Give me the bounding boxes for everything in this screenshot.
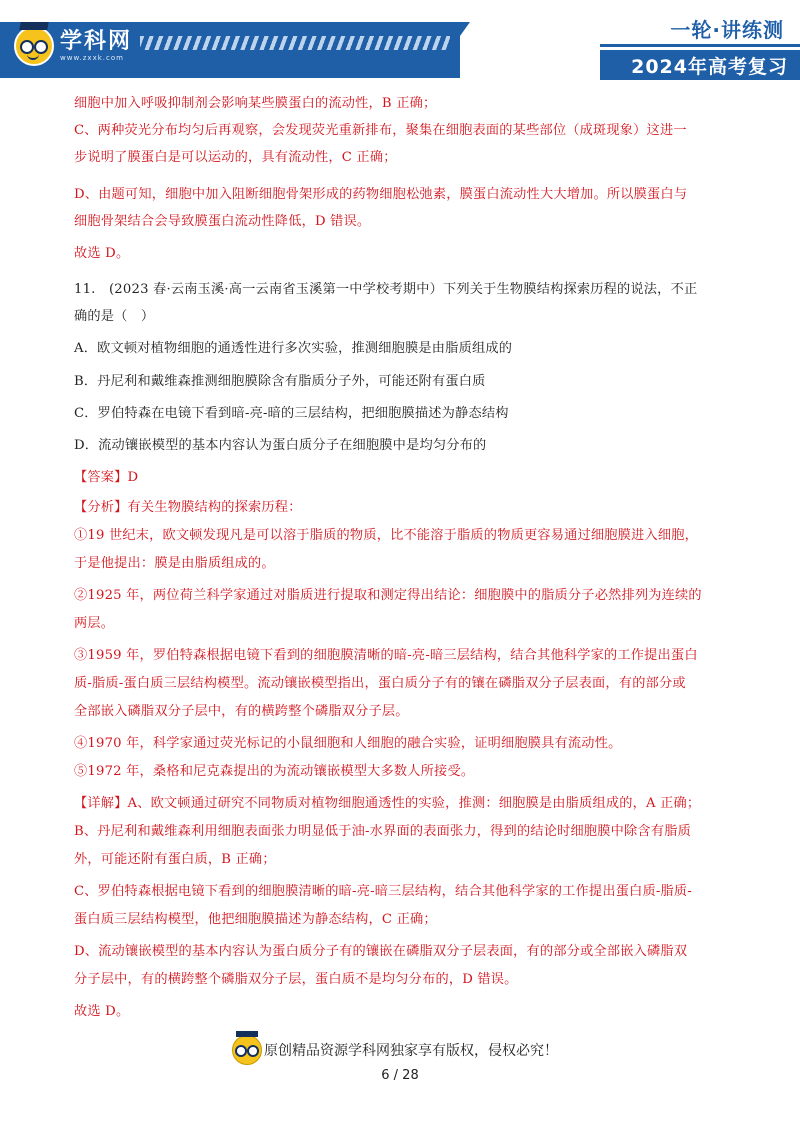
text-line: 分子层中，有的横跨整个磷脂双分子层，蛋白质不是均匀分布的，D 错误。	[74, 972, 518, 987]
text-line: B．丹尼利和戴维森推测细胞膜除含有脂质分子外，可能还附有蛋白质	[74, 374, 486, 389]
header-decorative-stripes	[140, 36, 450, 50]
text-line: 【分析】有关生物膜结构的探索历程：	[74, 500, 302, 515]
text-line: 【答案】D	[74, 470, 139, 485]
text-line: ③1959 年，罗伯特森根据电镜下看到的细胞膜清晰的暗-亮-暗三层结构，结合其他科学家的工作提出蛋白	[74, 648, 698, 663]
text-line: 于是他提出：膜是由脂质组成的。	[74, 556, 275, 571]
copyright-notice: 原创精品资源学科网独家享有版权，侵权必究！	[264, 1043, 558, 1059]
logo-url: www.zxxk.com	[60, 54, 124, 62]
text-line: C．罗伯特森在电镜下看到暗-亮-暗的三层结构，把细胞膜描述为静态结构	[74, 406, 509, 421]
text-line: 全部嵌入磷脂双分子层中，有的横跨整个磷脂双分子层。	[74, 704, 409, 719]
text-line: B、丹尼利和戴维森利用细胞表面张力明显低于油-水界面的表面张力，得到的结论时细胞膜中除含有脂质	[74, 824, 691, 839]
text-line: ⑤1972 年，桑格和尼克森提出的为流动镶嵌模型大多数人所接受。	[74, 764, 475, 779]
text-line: 11. (2023 春·云南玉溪·高一云南省玉溪第一中学校考期中）下列关于生物膜结构探索历程的说法，不正	[74, 282, 698, 297]
text-line: C、两种荧光分布均匀后再观察，会发现荧光重新排布，聚集在细胞表面的某些部位（成斑现象）这进一	[74, 123, 687, 138]
year-label: 2024年高考复习	[631, 56, 788, 78]
mascot-icon	[14, 26, 54, 66]
header-divider	[600, 44, 800, 47]
text-line: ④1970 年，科学家通过荧光标记的小鼠细胞和人细胞的融合实验，证明细胞膜具有流动性。	[74, 736, 622, 751]
header-band-slant	[430, 22, 470, 78]
text-line: 两层。	[74, 616, 115, 631]
text-line: ②1925 年，两位荷兰科学家通过对脂质进行提取和测定得出结论：细胞膜中的脂质分子必然排列为连续的	[74, 588, 702, 603]
text-line: ①19 世纪末，欧文顿发现凡是可以溶于脂质的物质，比不能溶于脂质的物质更容易通过细胞膜进入细胞，	[74, 528, 699, 543]
text-line: D．流动镶嵌模型的基本内容认为蛋白质分子在细胞膜中是均匀分布的	[74, 438, 487, 453]
series-title: 一轮·讲练测	[670, 18, 784, 42]
text-line: A．欧文顿对植物细胞的通透性进行多次实验，推测细胞膜是由脂质组成的	[74, 341, 513, 356]
footer-mascot-icon	[232, 1035, 262, 1065]
page-number: 6 / 28	[381, 1068, 419, 1083]
text-line: D、流动镶嵌模型的基本内容认为蛋白质分子有的镶嵌在磷脂双分子层表面，有的部分或全部嵌入磷脂双	[74, 944, 688, 959]
text-line: 质-脂质-蛋白质三层结构模型。流动镶嵌模型指出，蛋白质分子有的镶在磷脂双分子层表面，有的部分或	[74, 676, 686, 691]
page-header	[0, 0, 800, 84]
text-line: 【详解】A、欧文顿通过研究不同物质对植物细胞通透性的实验，推测：细胞膜是由脂质组成的，A 正确；	[74, 796, 701, 811]
text-line: 细胞中加入呼吸抑制剂会影响某些膜蛋白的流动性，B 正确；	[74, 96, 437, 111]
text-line: C、罗伯特森根据电镜下看到的细胞膜清晰的暗-亮-暗三层结构，结合其他科学家的工作提出蛋白质-脂质-	[74, 884, 692, 899]
text-line: 确的是（ ）	[74, 309, 155, 324]
site-logo	[14, 26, 132, 66]
text-line: 细胞骨架结合会导致膜蛋白流动性降低，D 错误。	[74, 214, 371, 229]
text-line: D、由题可知，细胞中加入阻断细胞骨架形成的药物细胞松弛素，膜蛋白流动性大大增加。所以膜蛋白与	[74, 187, 688, 202]
text-line: 外，可能还附有蛋白质，B 正确；	[74, 852, 276, 867]
text-line: 故选 D。	[74, 1004, 130, 1019]
text-line: 步说明了膜蛋白是可以运动的，具有流动性，C 正确；	[74, 150, 397, 165]
text-line: 故选 D。	[74, 246, 130, 261]
text-line: 蛋白质三层结构模型，他把细胞膜描述为静态结构，C 正确；	[74, 912, 437, 927]
logo-name: 学科网	[60, 29, 133, 54]
